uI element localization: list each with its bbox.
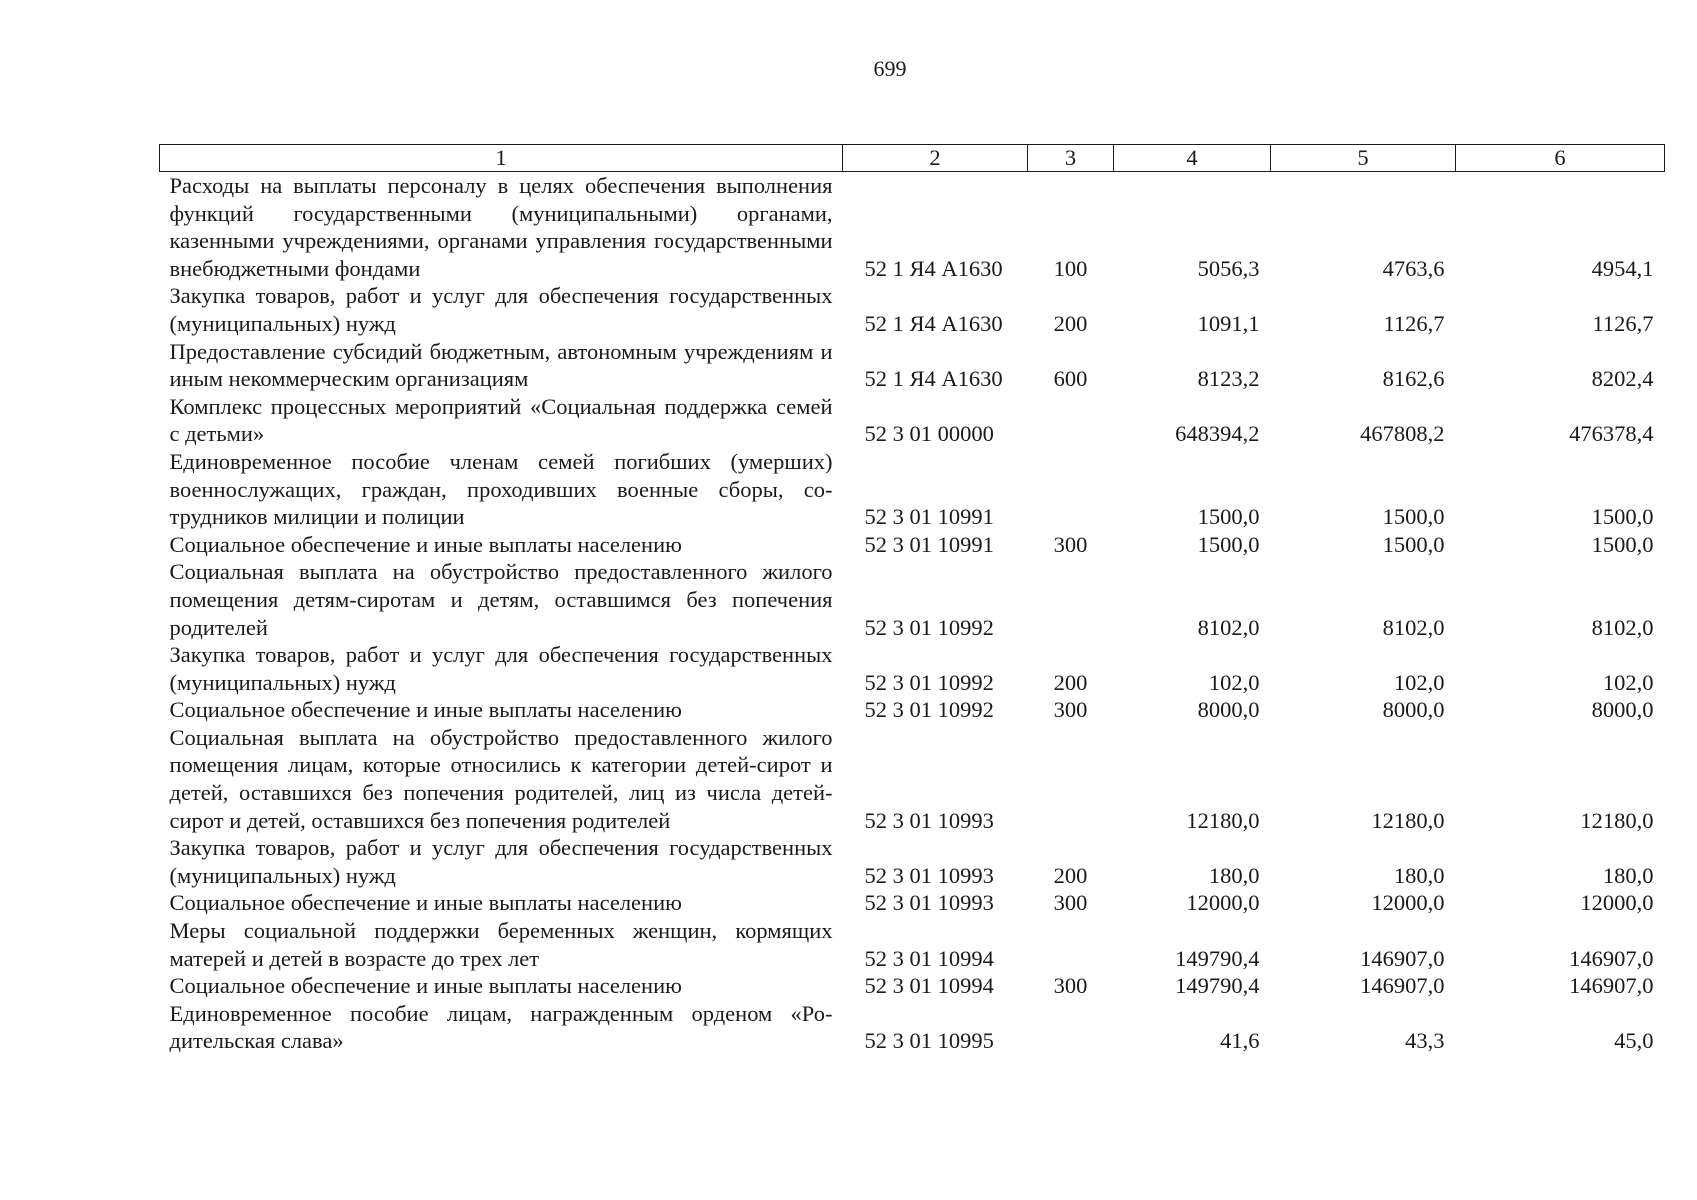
header-col-6: 6: [1456, 145, 1665, 172]
table-row: [160, 393, 1665, 448]
row-expense-type-cell: 300: [1053, 890, 1088, 916]
header-col-1: 1: [160, 145, 843, 172]
row-value-col6-cell: 476378,4: [1569, 421, 1654, 447]
row-expense-type-cell: 300: [1053, 973, 1088, 999]
row-value-col4-cell: 5056,3: [1197, 255, 1260, 281]
table-row: [160, 917, 1665, 972]
row-value-col4-cell: 1091,1: [1197, 310, 1260, 336]
row-name-cell: Комплекс процессных мероприятий «Социальная поддержка семей с детьми»: [169, 393, 833, 447]
row-value-col6-cell: 12000,0: [1580, 890, 1654, 916]
header-col-4: 4: [1114, 145, 1271, 172]
row-value-col6-cell: 8000,0: [1591, 697, 1654, 723]
row-expense-type-cell: [1028, 393, 1114, 448]
row-expense-type-cell: 100: [1053, 255, 1088, 281]
table-row: [160, 724, 1665, 834]
row-value-col6-cell: 45,0: [1614, 1028, 1654, 1054]
row-value-col4-cell: 41,6: [1220, 1028, 1260, 1054]
row-value-col5-cell: 12000,0: [1371, 890, 1445, 916]
row-expense-type-cell: [1028, 917, 1114, 972]
row-value-col4-cell: 1500,0: [1197, 531, 1260, 557]
row-value-col5-cell: 8162,6: [1382, 366, 1445, 392]
row-value-col4-cell: 8102,0: [1197, 614, 1260, 640]
page-number: 699: [873, 56, 907, 81]
row-value-col5-cell: 146907,0: [1360, 973, 1445, 999]
row-value-col6-cell: 8102,0: [1591, 614, 1654, 640]
row-value-col5-cell: 102,0: [1393, 669, 1445, 695]
row-expense-type-cell: 300: [1053, 531, 1088, 557]
row-value-col4-cell: 648394,2: [1175, 421, 1260, 447]
row-name-cell: Закупка товаров, работ и услуг для обеспечения государственных (муниципальных) нужд: [169, 642, 833, 695]
row-code-cell: 52 3 01 10991: [864, 504, 994, 530]
table-row: [160, 834, 1665, 889]
row-value-col4-cell: 149790,4: [1175, 945, 1260, 971]
row-code-cell: 52 3 01 10993: [864, 862, 994, 888]
row-value-col4-cell: 180,0: [1208, 862, 1260, 888]
row-value-col4-cell: 1500,0: [1197, 504, 1260, 530]
table-row: [160, 531, 1665, 559]
row-expense-type-cell: 200: [1053, 862, 1088, 888]
row-value-col5-cell: 1500,0: [1382, 531, 1445, 557]
row-value-col4-cell: 12000,0: [1186, 890, 1260, 916]
row-code-cell: 52 3 01 10993: [864, 807, 994, 833]
row-code-cell: 52 3 01 10994: [864, 945, 994, 971]
row-value-col6-cell: 1126,7: [1592, 310, 1654, 336]
row-name-cell: Социальное обеспечение и иные выплаты населению: [169, 973, 682, 999]
row-value-col6-cell: 146907,0: [1569, 945, 1654, 971]
table-row: [160, 282, 1665, 337]
header-col-3: 3: [1028, 145, 1114, 172]
row-name-cell: Социальное обеспечение и иные выплаты населению: [169, 531, 682, 557]
row-name-cell: Расходы на выплаты персоналу в целях обеспечения выполнения функций государственными (муниципальными) органами, казенными учреждениями, органами управления государственными внебюджетными фондами: [169, 173, 833, 281]
row-value-col5-cell: 1126,7: [1383, 310, 1445, 336]
row-expense-type-cell: 600: [1053, 366, 1088, 392]
row-value-col4-cell: 8000,0: [1197, 697, 1260, 723]
header-col-5: 5: [1271, 145, 1456, 172]
row-value-col6-cell: 146907,0: [1569, 973, 1654, 999]
table-row: [160, 172, 1665, 283]
row-value-col5-cell: 12180,0: [1371, 807, 1445, 833]
row-name-cell: Социальная выплата на обустройство предоставленного жилого помещения детям-сиротам и детям, оставшимся без попечения родителей: [169, 559, 833, 640]
row-expense-type-cell: 200: [1053, 669, 1088, 695]
row-code-cell: 52 3 01 10994: [864, 973, 994, 999]
row-code-cell: 52 3 01 10993: [864, 890, 994, 916]
row-value-col4-cell: 149790,4: [1175, 973, 1260, 999]
row-value-col5-cell: 8000,0: [1382, 697, 1445, 723]
table-row: [160, 972, 1665, 1000]
row-code-cell: 52 3 01 10992: [864, 697, 994, 723]
table-row: [160, 448, 1665, 531]
row-value-col5-cell: 43,3: [1405, 1028, 1445, 1054]
row-value-col4-cell: 12180,0: [1186, 807, 1260, 833]
row-code-cell: 52 3 01 10995: [864, 1028, 994, 1054]
row-code-cell: 52 3 01 00000: [864, 421, 994, 447]
row-name-cell: Закупка товаров, работ и услуг для обеспечения государственных (муниципальных) нужд: [169, 283, 833, 336]
row-name-cell: Единовременное пособие членам семей погибших (умерших) военнослужащих, граждан, проходивших военные сборы, сотрудников милиции и полиции: [169, 448, 833, 530]
row-code-cell: 52 3 01 10992: [864, 669, 994, 695]
table-header: [160, 145, 1665, 172]
table-row: [160, 641, 1665, 696]
row-name-cell: Меры социальной поддержки беременных женщин, кормящих матерей и детей в возрасте до трех лет: [169, 918, 833, 971]
row-value-col5-cell: 8102,0: [1382, 614, 1445, 640]
row-name-cell: Закупка товаров, работ и услуг для обеспечения государственных (муниципальных) нужд: [169, 835, 833, 888]
row-value-col5-cell: 180,0: [1393, 862, 1445, 888]
row-expense-type-cell: [1028, 1000, 1114, 1055]
header-row: [160, 145, 1665, 172]
table-row: [160, 1000, 1665, 1055]
row-value-col6-cell: 102,0: [1602, 669, 1654, 695]
table-row: [160, 696, 1665, 724]
row-expense-type-cell: 300: [1053, 697, 1088, 723]
row-value-col5-cell: 467808,2: [1360, 421, 1445, 447]
table-row: [160, 889, 1665, 917]
row-code-cell: 52 1 Я4 А1630: [864, 366, 1003, 392]
table-row: [160, 558, 1665, 641]
row-name-cell: Социальное обеспечение и иные выплаты населению: [169, 697, 682, 723]
row-value-col5-cell: 4763,6: [1382, 255, 1445, 281]
row-value-col6-cell: 8202,4: [1591, 366, 1654, 392]
row-value-col6-cell: 1500,0: [1591, 531, 1654, 557]
row-value-col4-cell: 102,0: [1208, 669, 1260, 695]
row-name-cell: Предоставление субсидий бюджетным, автономным учреждениям и иным некоммерческим организациям: [169, 338, 833, 392]
row-code-cell: 52 3 01 10992: [864, 614, 994, 640]
row-value-col5-cell: 146907,0: [1360, 945, 1445, 971]
row-value-col6-cell: 1500,0: [1591, 504, 1654, 530]
row-expense-type-cell: [1028, 448, 1114, 531]
table-row: [160, 338, 1665, 393]
row-value-col4-cell: 8123,2: [1197, 366, 1260, 392]
budget-table: [159, 144, 1665, 1055]
row-expense-type-cell: 200: [1053, 310, 1088, 336]
table-body: [160, 172, 1665, 1056]
row-expense-type-cell: [1028, 724, 1114, 834]
row-code-cell: 52 3 01 10991: [864, 531, 994, 557]
row-name-cell: Единовременное пособие лицам, награжденным орденом «Родительская слава»: [169, 1000, 833, 1054]
row-value-col5-cell: 1500,0: [1382, 504, 1445, 530]
row-name-cell: Социальная выплата на обустройство предоставленного жилого помещения лицам, которые относились к категории детей-сирот и детей, оставшихся без попечения родителей, лиц из числа детей-сирот и детей, оставшихся без попечения родителей: [169, 724, 833, 833]
row-code-cell: 52 1 Я4 А1630: [864, 255, 1003, 281]
row-value-col6-cell: 4954,1: [1591, 255, 1654, 281]
row-expense-type-cell: [1028, 558, 1114, 641]
row-value-col6-cell: 180,0: [1602, 862, 1654, 888]
row-name-cell: Социальное обеспечение и иные выплаты населению: [169, 890, 682, 916]
row-value-col6-cell: 12180,0: [1580, 807, 1654, 833]
header-col-2: 2: [843, 145, 1028, 172]
row-code-cell: 52 1 Я4 А1630: [864, 310, 1003, 336]
